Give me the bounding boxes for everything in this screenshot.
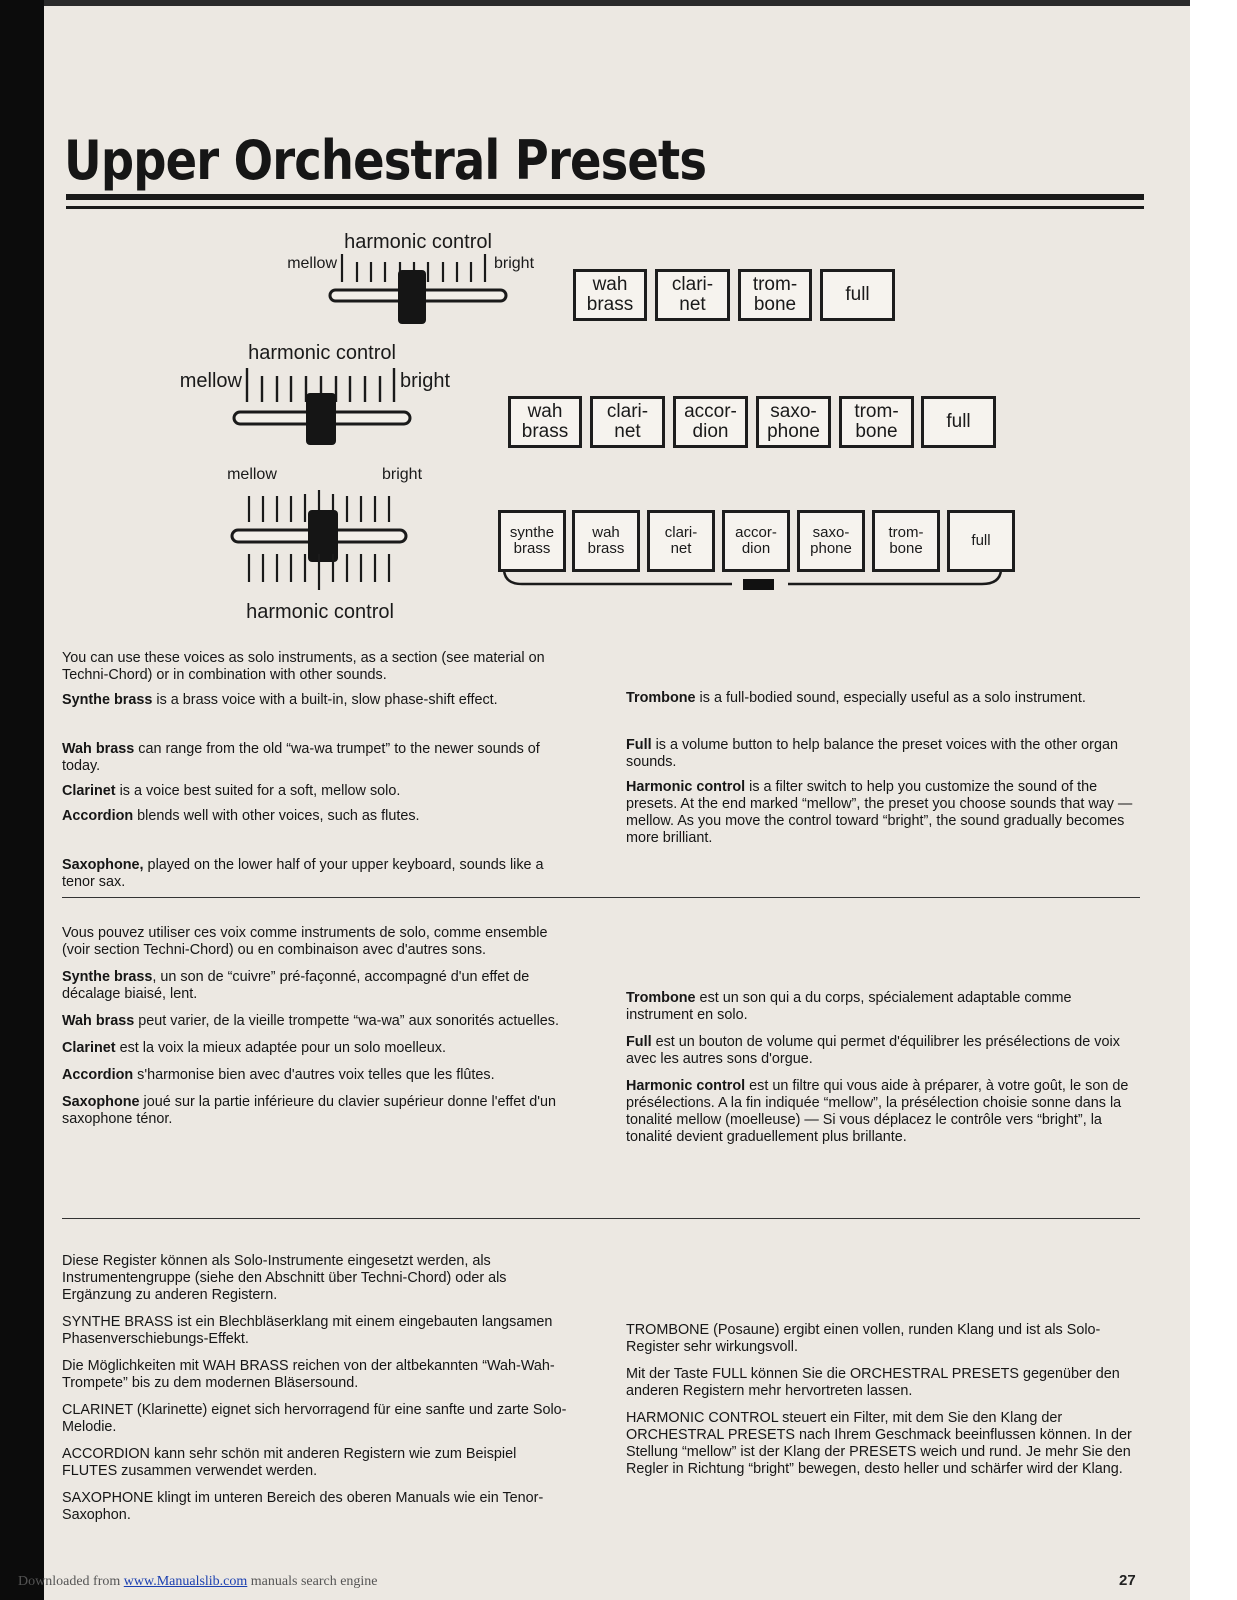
german-right-column xyxy=(626,1322,1140,1488)
preset-trombone[interactable] xyxy=(872,510,940,572)
preset-full-label: full xyxy=(946,411,971,433)
download-footer xyxy=(18,1574,378,1590)
preset-synthe-brass[interactable] xyxy=(498,510,566,572)
footer-prefix: Downloaded from xyxy=(18,1574,124,1589)
preset-trombone-label: trom- bone xyxy=(854,401,899,442)
french-left-column xyxy=(62,925,574,1138)
title-rule-thin xyxy=(66,206,1144,209)
english-clarinet: Clarinet is a voice best suited for a soft, mellow solo. xyxy=(62,783,401,799)
german-synthe-brass: SYNTHE BRASS ist ein Blechbläserklang mit einem eingebauten langsamen Phasenverschiebungs-Effekt. xyxy=(62,1314,553,1347)
preset-clarinet-label: clari- net xyxy=(664,524,698,557)
french-synthe-brass: Synthe brass, un son de “cuivre” pré-façonné, accompagné d'un effet de décalage biaisé, lent. xyxy=(62,969,530,1002)
english-accordion: Accordion blends well with other voices, such as flutes. xyxy=(62,808,420,824)
preset-wah-brass[interactable] xyxy=(572,510,640,572)
preset-group-bracket xyxy=(504,570,1001,590)
german-trombone: TROMBONE (Posaune) ergibt einen vollen, runden Klang und ist als Solo-Register sehr wirkungsvoll. xyxy=(626,1322,1101,1355)
preset-saxophone[interactable] xyxy=(797,510,865,572)
slider-1-mellow: mellow xyxy=(287,255,337,272)
group-indicator-lamp xyxy=(743,579,774,590)
slider-2-label: harmonic control xyxy=(248,342,396,364)
slider-1 xyxy=(287,231,534,324)
preset-wah-brass-label: wah brass xyxy=(586,274,634,315)
french-harmonic-control: Harmonic control est un filtre qui vous aide à préparer, à votre goût, le son de présélections. A la fin indiquée “mellow”, la présélection choisie sonne dans la tonalité mellow (moelleuse) — Si vous déplacez le contrôle vers “bright”, la tonalité devient graduellement plus brillante. xyxy=(626,1078,1129,1145)
preset-accordion[interactable] xyxy=(722,510,790,572)
german-left-column xyxy=(62,1253,574,1534)
slider-3 xyxy=(227,466,422,623)
preset-full[interactable] xyxy=(820,269,895,321)
english-left-column xyxy=(62,650,574,901)
slider-1-bright: bright xyxy=(494,255,535,272)
preset-trombone-label: trom- bone xyxy=(888,524,924,557)
english-full: Full is a volume button to help balance the preset voices with the other organ sounds. xyxy=(626,737,1118,770)
scan-top-edge xyxy=(44,0,1190,6)
preset-trombone-label: trom- bone xyxy=(752,274,798,315)
preset-trombone[interactable] xyxy=(839,396,914,448)
preset-saxophone[interactable] xyxy=(756,396,831,448)
preset-clarinet[interactable] xyxy=(655,269,730,321)
slider-2 xyxy=(180,342,451,445)
slider-3-label: harmonic control xyxy=(246,601,394,623)
slider-1-knob xyxy=(398,270,426,324)
page-title: Upper Orchestral Presets xyxy=(64,129,707,192)
manualslib-link[interactable]: www.Manualslib.com xyxy=(123,1574,248,1589)
preset-wah-brass[interactable] xyxy=(508,396,582,448)
english-harmonic-control: Harmonic control is a filter switch to help you customize the sound of the presets. At the end marked “mellow”, the preset you choose sounds that way —mellow. As you move the control toward “bright”, the sound gradually becomes more brilliant. xyxy=(626,779,1133,846)
slider-2-mellow: mellow xyxy=(179,370,242,392)
preset-synthe-brass-label: synthe brass xyxy=(509,524,555,557)
english-saxophone: Saxophone, played on the lower half of your upper keyboard, sounds like a tenor sax. xyxy=(62,857,544,890)
section-divider-german xyxy=(62,1218,1140,1219)
german-clarinet: CLARINET (Klarinette) eignet sich hervorragend für eine sanfte und zarte Solo-Melodie. xyxy=(62,1402,567,1435)
german-full: Mit der Taste FULL können Sie die ORCHESTRAL PRESETS gegenüber den anderen Registern mehr hervortreten lassen. xyxy=(626,1366,1120,1399)
english-right-column xyxy=(626,690,1140,857)
french-saxophone: Saxophone joué sur la partie inférieure du clavier supérieur donne l'effet d'un saxophone ténor. xyxy=(62,1094,556,1127)
french-accordion: Accordion s'harmonise bien avec d'autres voix telles que les flûtes. xyxy=(62,1067,495,1083)
page-number: 27 xyxy=(1119,1572,1136,1589)
german-harmonic-control: HARMONIC CONTROL steuert ein Filter, mit dem Sie den Klang der ORCHESTRAL PRESETS nach Ihrem Geschmack beeinflussen können. In der Stellung “mellow” ist der Klang der PRESETS weich und rund. Je mehr Sie den Regler in Richtung “bright” bewegen, desto heller und schärfer wird der Klang. xyxy=(626,1410,1132,1477)
french-trombone: Trombone est un son qui a du corps, spécialement adaptable comme instrument en solo. xyxy=(626,990,1072,1023)
preset-wah-brass-label: wah brass xyxy=(587,524,625,557)
section-divider-french xyxy=(62,897,1140,898)
preset-accordion-label: accor- dion xyxy=(735,524,777,557)
preset-full-label: full xyxy=(845,284,870,306)
french-right-column xyxy=(626,990,1140,1156)
french-wah-brass: Wah brass peut varier, de la vieille trompette “wa-wa” aux sonorités actuelles. xyxy=(62,1013,559,1029)
preset-full[interactable] xyxy=(947,510,1015,572)
french-clarinet: Clarinet est la voix la mieux adaptée pour un solo moelleux. xyxy=(62,1040,446,1056)
english-intro: You can use these voices as solo instruments, as a section (see material on Techni-Chord) or in combination with other sounds. xyxy=(62,650,545,683)
slider-1-label: harmonic control xyxy=(344,231,492,253)
footer-suffix: manuals search engine xyxy=(247,1574,378,1589)
preset-clarinet[interactable] xyxy=(590,396,665,448)
manual-page xyxy=(44,0,1190,1600)
preset-saxophone-label: saxo- phone xyxy=(767,401,820,442)
slider-2-knob xyxy=(306,393,336,445)
preset-wah-brass-label: wah brass xyxy=(521,401,569,442)
preset-accordion-label: accor- dion xyxy=(684,401,737,442)
english-wah-brass: Wah brass can range from the old “wa-wa trumpet” to the newer sounds of today. xyxy=(62,741,540,774)
title-rule-thick xyxy=(66,194,1144,200)
preset-trombone[interactable] xyxy=(738,269,812,321)
slider-3-bright: bright xyxy=(381,466,423,483)
slider-3-lower-ticks xyxy=(249,554,389,590)
preset-accordion[interactable] xyxy=(673,396,748,448)
german-intro: Diese Register können als Solo-Instrumente eingesetzt werden, als Instrumentengruppe (siehe den Abschnitt über Techni-Chord) oder als Ergänzung zu anderen Registern. xyxy=(62,1253,507,1303)
preset-full[interactable] xyxy=(921,396,996,448)
slider-3-mellow: mellow xyxy=(227,466,277,483)
preset-full-label: full xyxy=(971,532,991,550)
english-synthe-brass: Synthe brass is a brass voice with a built-in, slow phase-shift effect. xyxy=(62,692,498,708)
french-intro: Vous pouvez utiliser ces voix comme instruments de solo, comme ensemble (voir section Techni-Chord) ou en combinaison avec d'autres sons. xyxy=(62,925,548,958)
scan-right-edge xyxy=(1190,0,1237,1600)
english-trombone: Trombone is a full-bodied sound, especially useful as a solo instrument. xyxy=(626,690,1086,706)
slider-2-bright: bright xyxy=(400,370,451,392)
german-accordion: ACCORDION kann sehr schön mit anderen Registern wie zum Beispiel FLUTES zusammen verwendet werden. xyxy=(62,1446,517,1479)
french-full: Full est un bouton de volume qui permet d'équilibrer les présélections de voix avec les autres sons d'orgue. xyxy=(626,1034,1120,1067)
preset-clarinet-label: clari- net xyxy=(671,274,714,315)
preset-wah-brass[interactable] xyxy=(573,269,647,321)
preset-clarinet-label: clari- net xyxy=(606,401,649,442)
german-wah-brass: Die Möglichkeiten mit WAH BRASS reichen von der altbekannten “Wah-Wah-Trompete” bis zu dem modernen Bläsersound. xyxy=(62,1358,555,1391)
preset-clarinet[interactable] xyxy=(647,510,715,572)
preset-saxophone-label: saxo- phone xyxy=(810,524,852,557)
scan-left-edge xyxy=(0,0,44,1600)
german-saxophone: SAXOPHONE klingt im unteren Bereich des oberen Manuals wie ein Tenor-Saxophon. xyxy=(62,1490,544,1523)
